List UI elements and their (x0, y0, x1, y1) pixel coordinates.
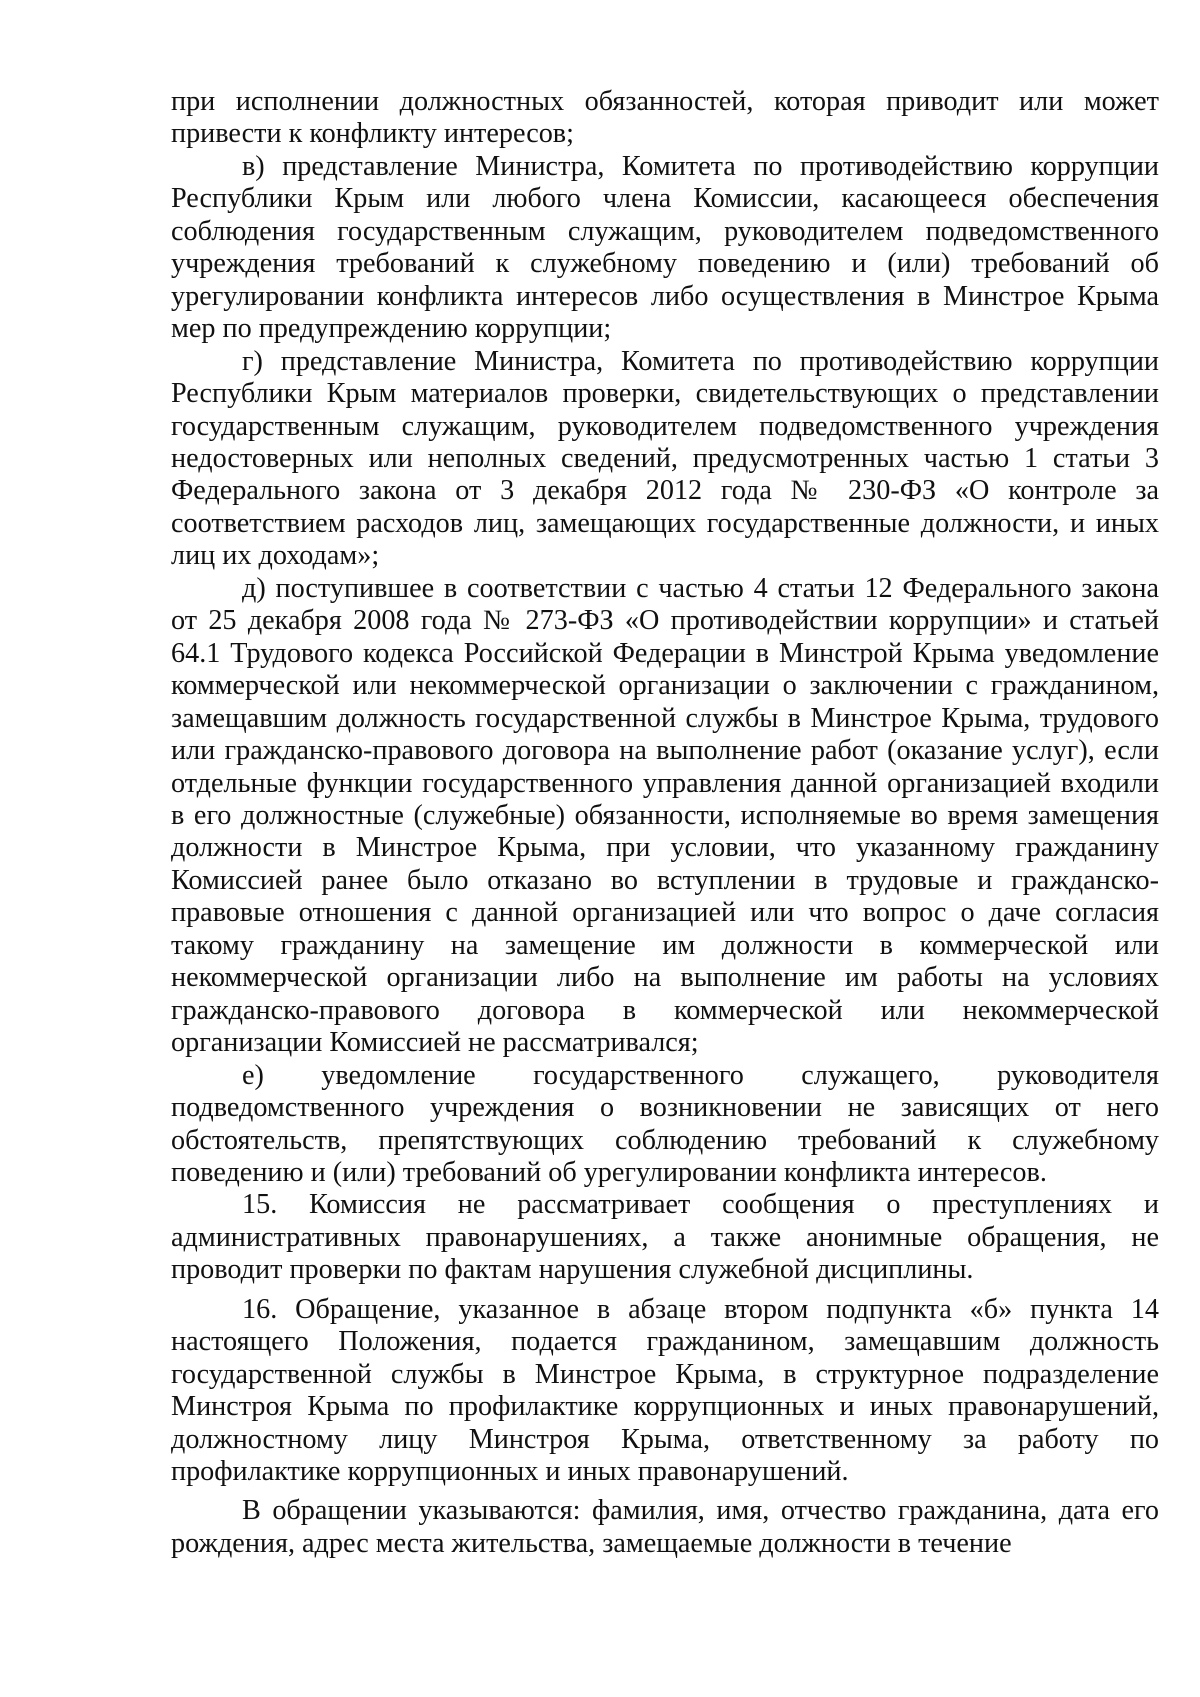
paragraph-item-d: д) поступившее в соответствии с частью 4 статьи 12 Федерального закона от 25 декабря 2008 года № 273-ФЗ «О противодействии коррупции» и статьей 64.1 Трудового кодекса Российской Федерации в Минстрой Крыма уведомление коммерческой или некоммерческой организации о заключении с гражданином, замещавшим должность государственной службы в Минстрое Крыма, трудового или гражданско-правового договора на выполнение работ (оказание услуг), если отдельные функции государственного управления данной организацией входили в его должностные (служебные) обязанности, исполняемые во время замещения должности в Минстрое Крыма, при условии, что указанному гражданину Комиссией ранее было отказано во вступлении в трудовые и гражданско-правовые отношения с данной организацией или что вопрос о даче согласия такому гражданину на замещение им должности в коммерческой или некоммерческой организации либо на выполнение им работы на условиях гражданско-правового договора в коммерческой или некоммерческой организации Комиссией не рассматривался; (171, 572, 1159, 1059)
document-body (171, 86, 1159, 1560)
paragraph-16: 16. Обращение, указанное в абзаце втором подпункта «б» пункта 14 настоящего Положения, подается гражданином, замещавшим должность государственной службы в Минстрое Крыма, в структурное подразделение Минстроя Крыма по профилактике коррупционных и иных правонарушений, должностному лицу Минстроя Крыма, ответственному за работу по профилактике коррупционных и иных правонарушений. (171, 1293, 1159, 1488)
paragraph-item-v: в) представление Министра, Комитета по противодействию коррупции Республики Крым или любого члена Комиссии, касающееся обеспечения соблюдения государственным служащим, руководителем подведомственного учреждения требований к служебному поведению и (или) требований об урегулировании конфликта интересов либо осуществления в Минстрое Крыма мер по предупреждению коррупции; (171, 150, 1159, 345)
paragraph-continuation: при исполнении должностных обязанностей, которая приводит или может привести к конфликту интересов; (171, 86, 1159, 150)
paragraph-item-g: г) представление Министра, Комитета по противодействию коррупции Республики Крым материалов проверки, свидетельствующих о представлении государственным служащим, руководителем подведомственного учреждения недостоверных или неполных сведений, предусмотренных частью 1 статьи 3 Федерального закона от 3 декабря 2012 года № 230-ФЗ «О контроле за соответствием расходов лиц, замещающих государственные должности, и иных лиц их доходам»; (171, 345, 1159, 572)
paragraph-15: 15. Комиссия не рассматривает сообщения о преступлениях и административных правонарушениях, а также анонимные обращения, не проводит проверки по фактам нарушения служебной дисциплины. (171, 1189, 1159, 1286)
paragraph-appeal-details: В обращении указываются: фамилия, имя, отчество гражданина, дата его рождения, адрес места жительства, замещаемые должности в течение (171, 1495, 1159, 1559)
paragraph-item-e: е) уведомление государственного служащего, руководителя подведомственного учреждения о возникновении не зависящих от него обстоятельств, препятствующих соблюдению требований к служебному поведению и (или) требований об урегулировании конфликта интересов. (171, 1059, 1159, 1188)
